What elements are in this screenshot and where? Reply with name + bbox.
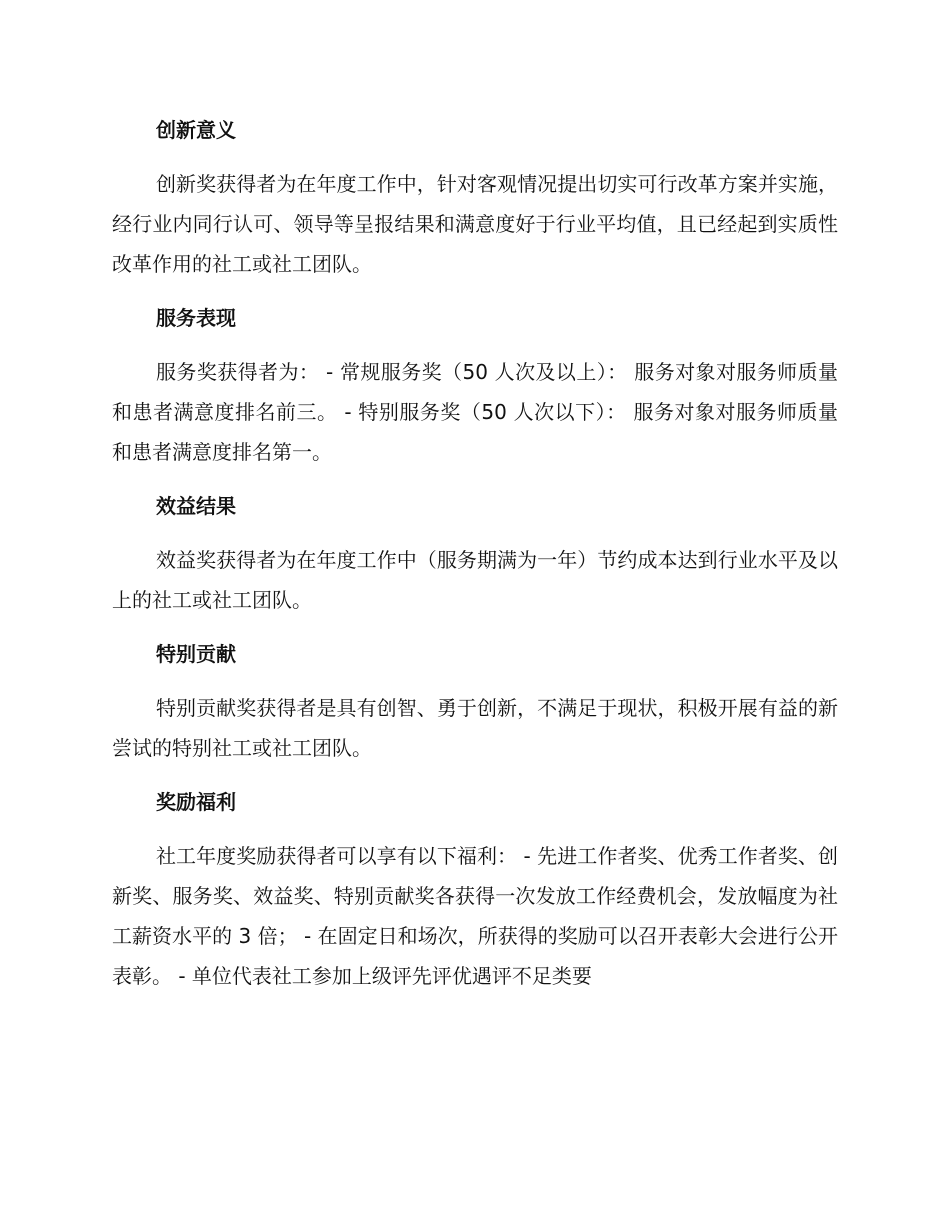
section-special-contribution xyxy=(112,634,838,768)
section-benefit xyxy=(112,486,838,620)
section-heading: 服务表现 xyxy=(156,306,236,330)
section-paragraph: 社工年度奖励获得者可以享有以下福利： - 先进工作者奖、优秀工作者奖、创新奖、服务奖、效益奖、特别贡献奖各获得一次发放工作经费机会，发放幅度为社工薪资水平的 3 倍； - 在固定日和场次，所获得的奖励可以召开表彰大会进行公开表彰。 - 单位代表社工参加上级评先评优遇评不足类要 xyxy=(112,844,838,988)
section-innovation xyxy=(112,110,838,284)
section-rewards xyxy=(112,782,838,996)
section-paragraph: 特别贡献奖获得者是具有创智、勇于创新，不满足于现状，积极开展有益的新尝试的特别社工或社工团队。 xyxy=(112,696,838,760)
section-service xyxy=(112,298,838,472)
section-paragraph: 服务奖获得者为： - 常规服务奖（50 人次及以上）： 服务对象对服务师质量和患者满意度排名前三。 - 特别服务奖（50 人次以下）： 服务对象对服务师质量和患者满意度排名第一。 xyxy=(112,360,838,464)
section-paragraph: 效益奖获得者为在年度工作中（服务期满为一年）节约成本达到行业水平及以上的社工或社工团队。 xyxy=(112,548,838,612)
section-heading: 效益结果 xyxy=(156,494,236,518)
section-paragraph: 创新奖获得者为在年度工作中，针对客观情况提出切实可行改革方案并实施，经行业内同行认可、领导等呈报结果和满意度好于行业平均值，且已经起到实质性改革作用的社工或社工团队。 xyxy=(112,172,838,276)
section-heading: 奖励福利 xyxy=(156,790,236,814)
section-heading: 创新意义 xyxy=(156,118,236,142)
section-heading: 特别贡献 xyxy=(156,642,236,666)
